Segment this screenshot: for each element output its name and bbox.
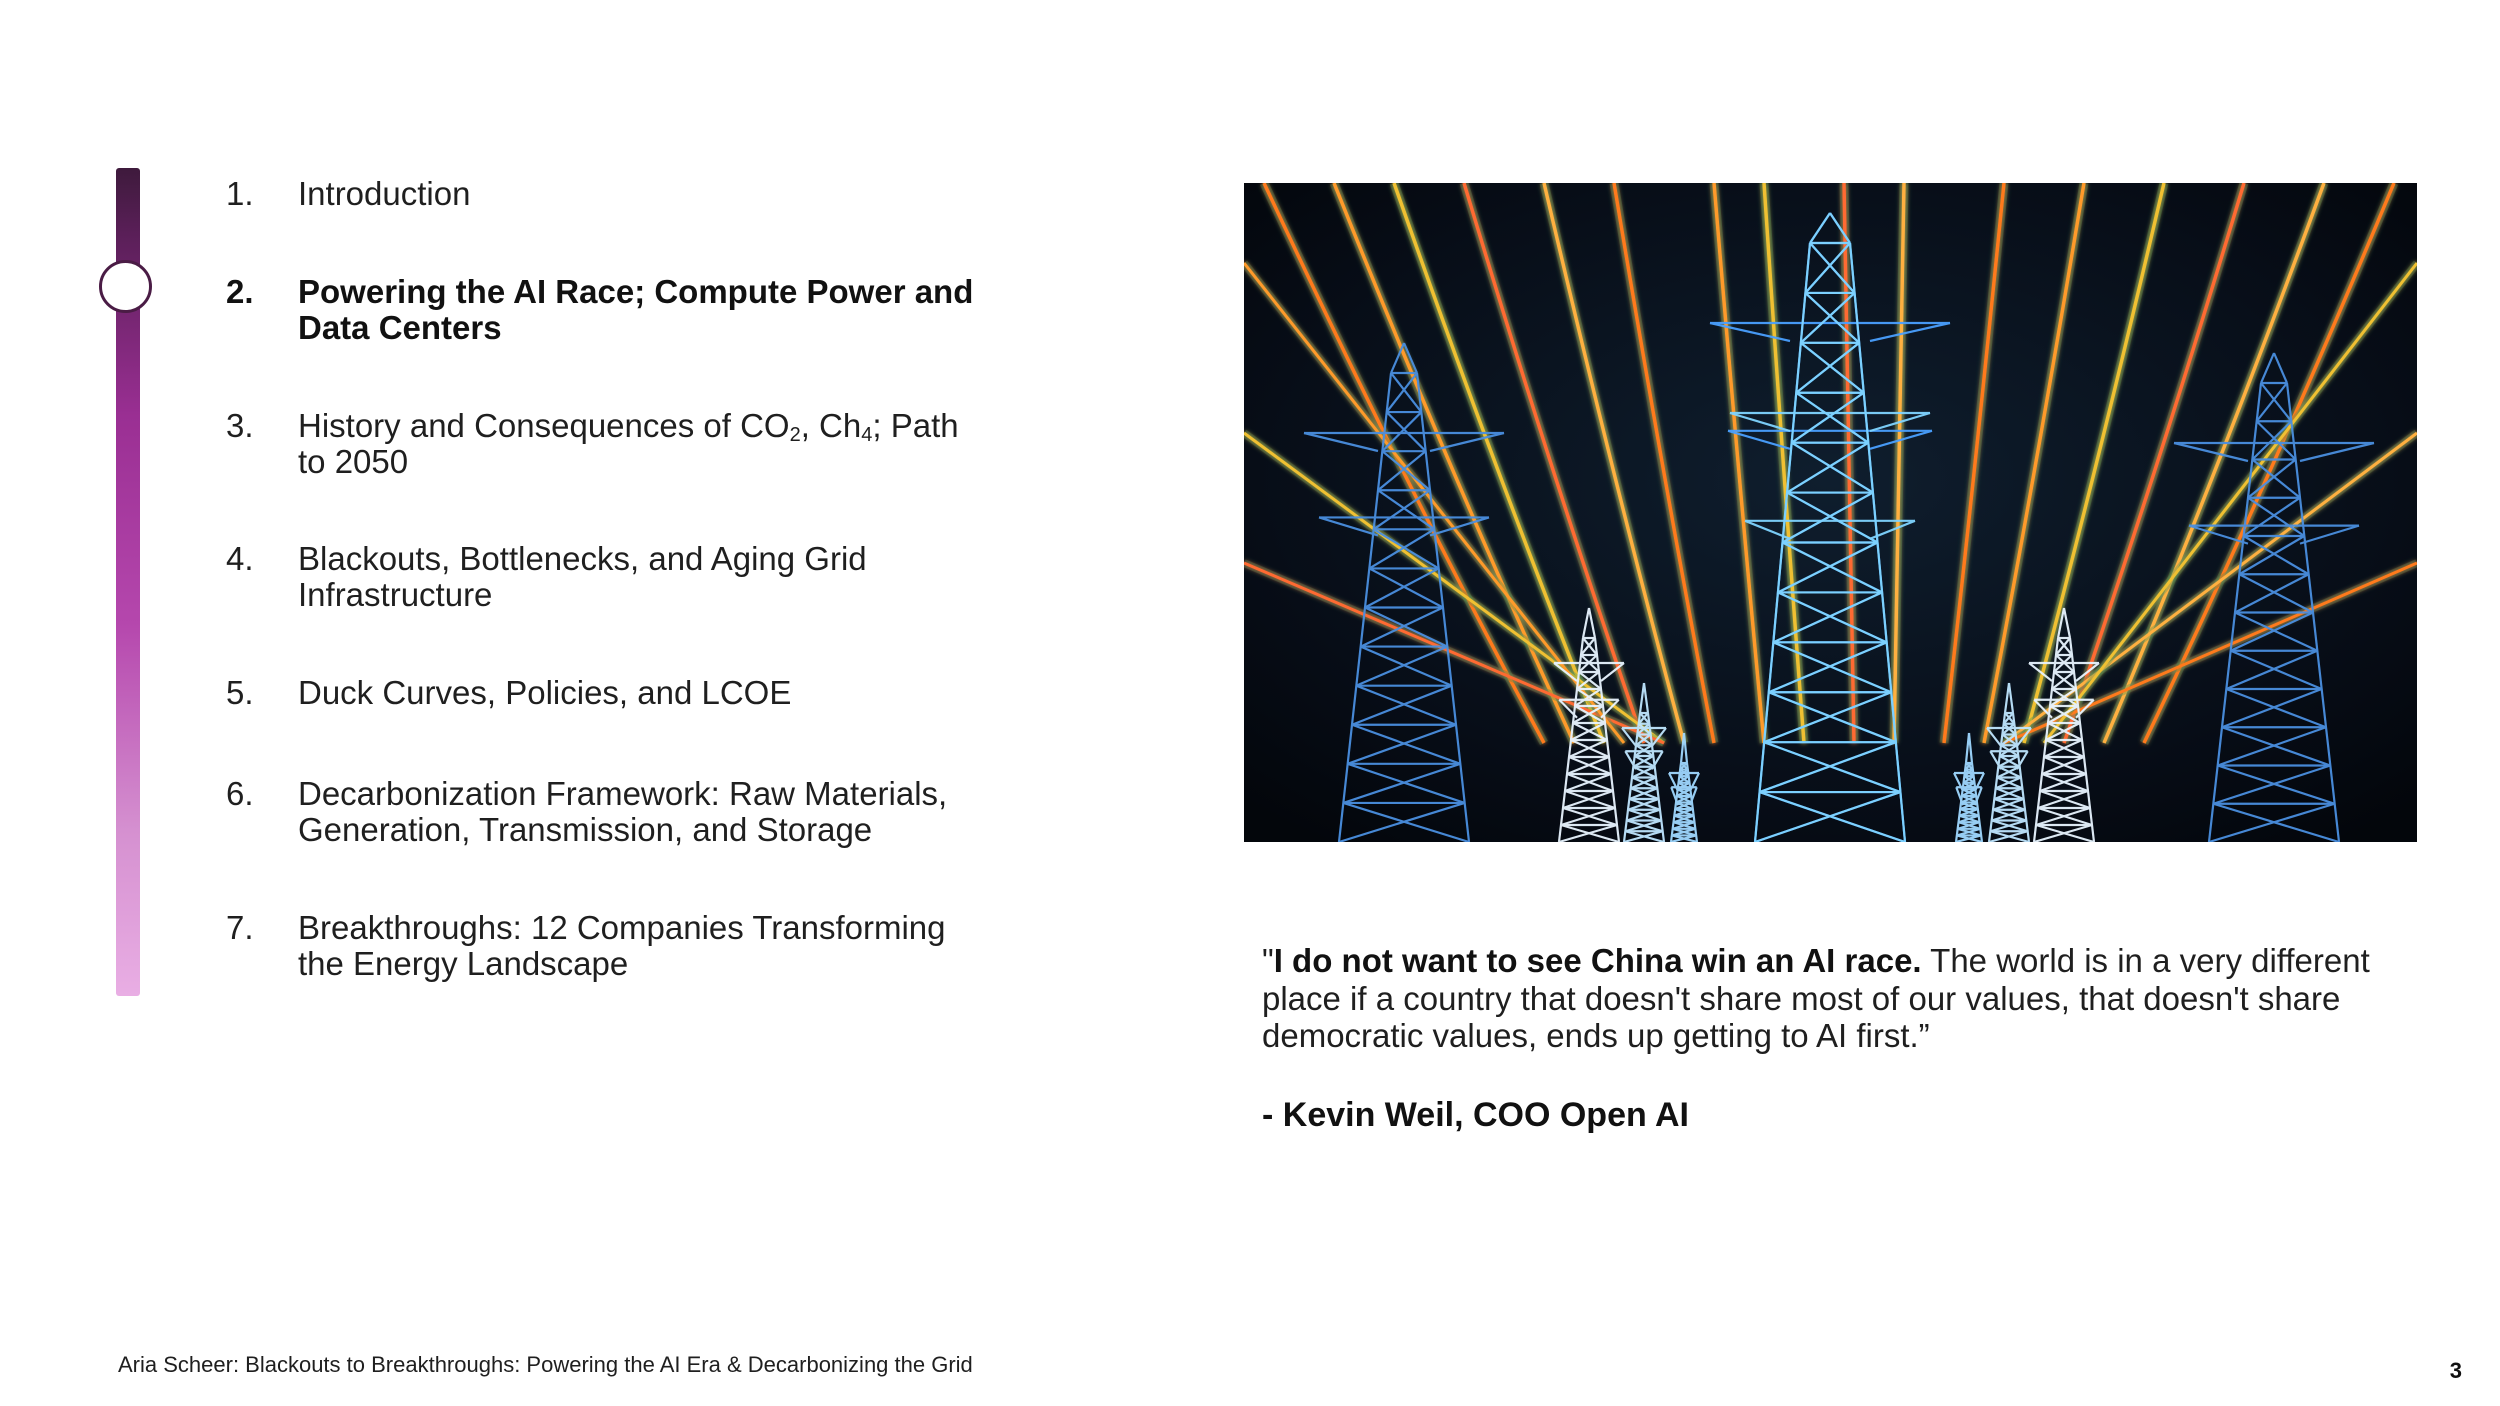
agenda-item-number: 3.: [226, 407, 254, 444]
agenda-item-label: Introduction: [298, 175, 471, 212]
agenda-item-label: Decarbonization Framework: Raw Materials, Generation, Transmission, and Storage: [298, 775, 948, 848]
agenda-item-number: 4.: [226, 540, 254, 577]
agenda-item-label: History and Consequences of $CO_2$, $Ch_4$; Path to 2050: [298, 407, 959, 480]
agenda-item-number: 1.: [226, 175, 254, 212]
agenda-item-number: 7.: [226, 909, 254, 946]
progress-marker: [99, 260, 152, 313]
quote-text: "I do not want to see China win an AI race. The world is in a very different place if a country that doesn't share most of our values, that doesn't share democratic values, ends up getting to AI first.”: [1262, 942, 2370, 1054]
agenda-item-number: 5.: [226, 674, 254, 711]
agenda-item-label: Powering the AI Race; Compute Power and Data Centers: [298, 273, 974, 346]
quote-emphasis: I do not want to see China win an AI race.: [1273, 942, 1922, 979]
agenda-item-number: 6.: [226, 775, 254, 812]
agenda-item-label: Duck Curves, Policies, and LCOE: [298, 674, 792, 711]
quote-author: - Kevin Weil, COO Open AI: [1262, 1096, 1689, 1134]
power-lines-image: [1244, 183, 2417, 842]
agenda-item-number: 2.: [226, 273, 254, 310]
footer-text: Aria Scheer: Blackouts to Breakthroughs: Powering the AI Era & Decarbonizing the Grid: [118, 1352, 973, 1377]
page-number: 3: [2449, 1358, 2462, 1383]
agenda-item-label: Blackouts, Bottlenecks, and Aging Grid Infrastructure: [298, 540, 867, 613]
agenda-item-label: Breakthroughs: 12 Companies Transforming the Energy Landscape: [298, 909, 946, 982]
